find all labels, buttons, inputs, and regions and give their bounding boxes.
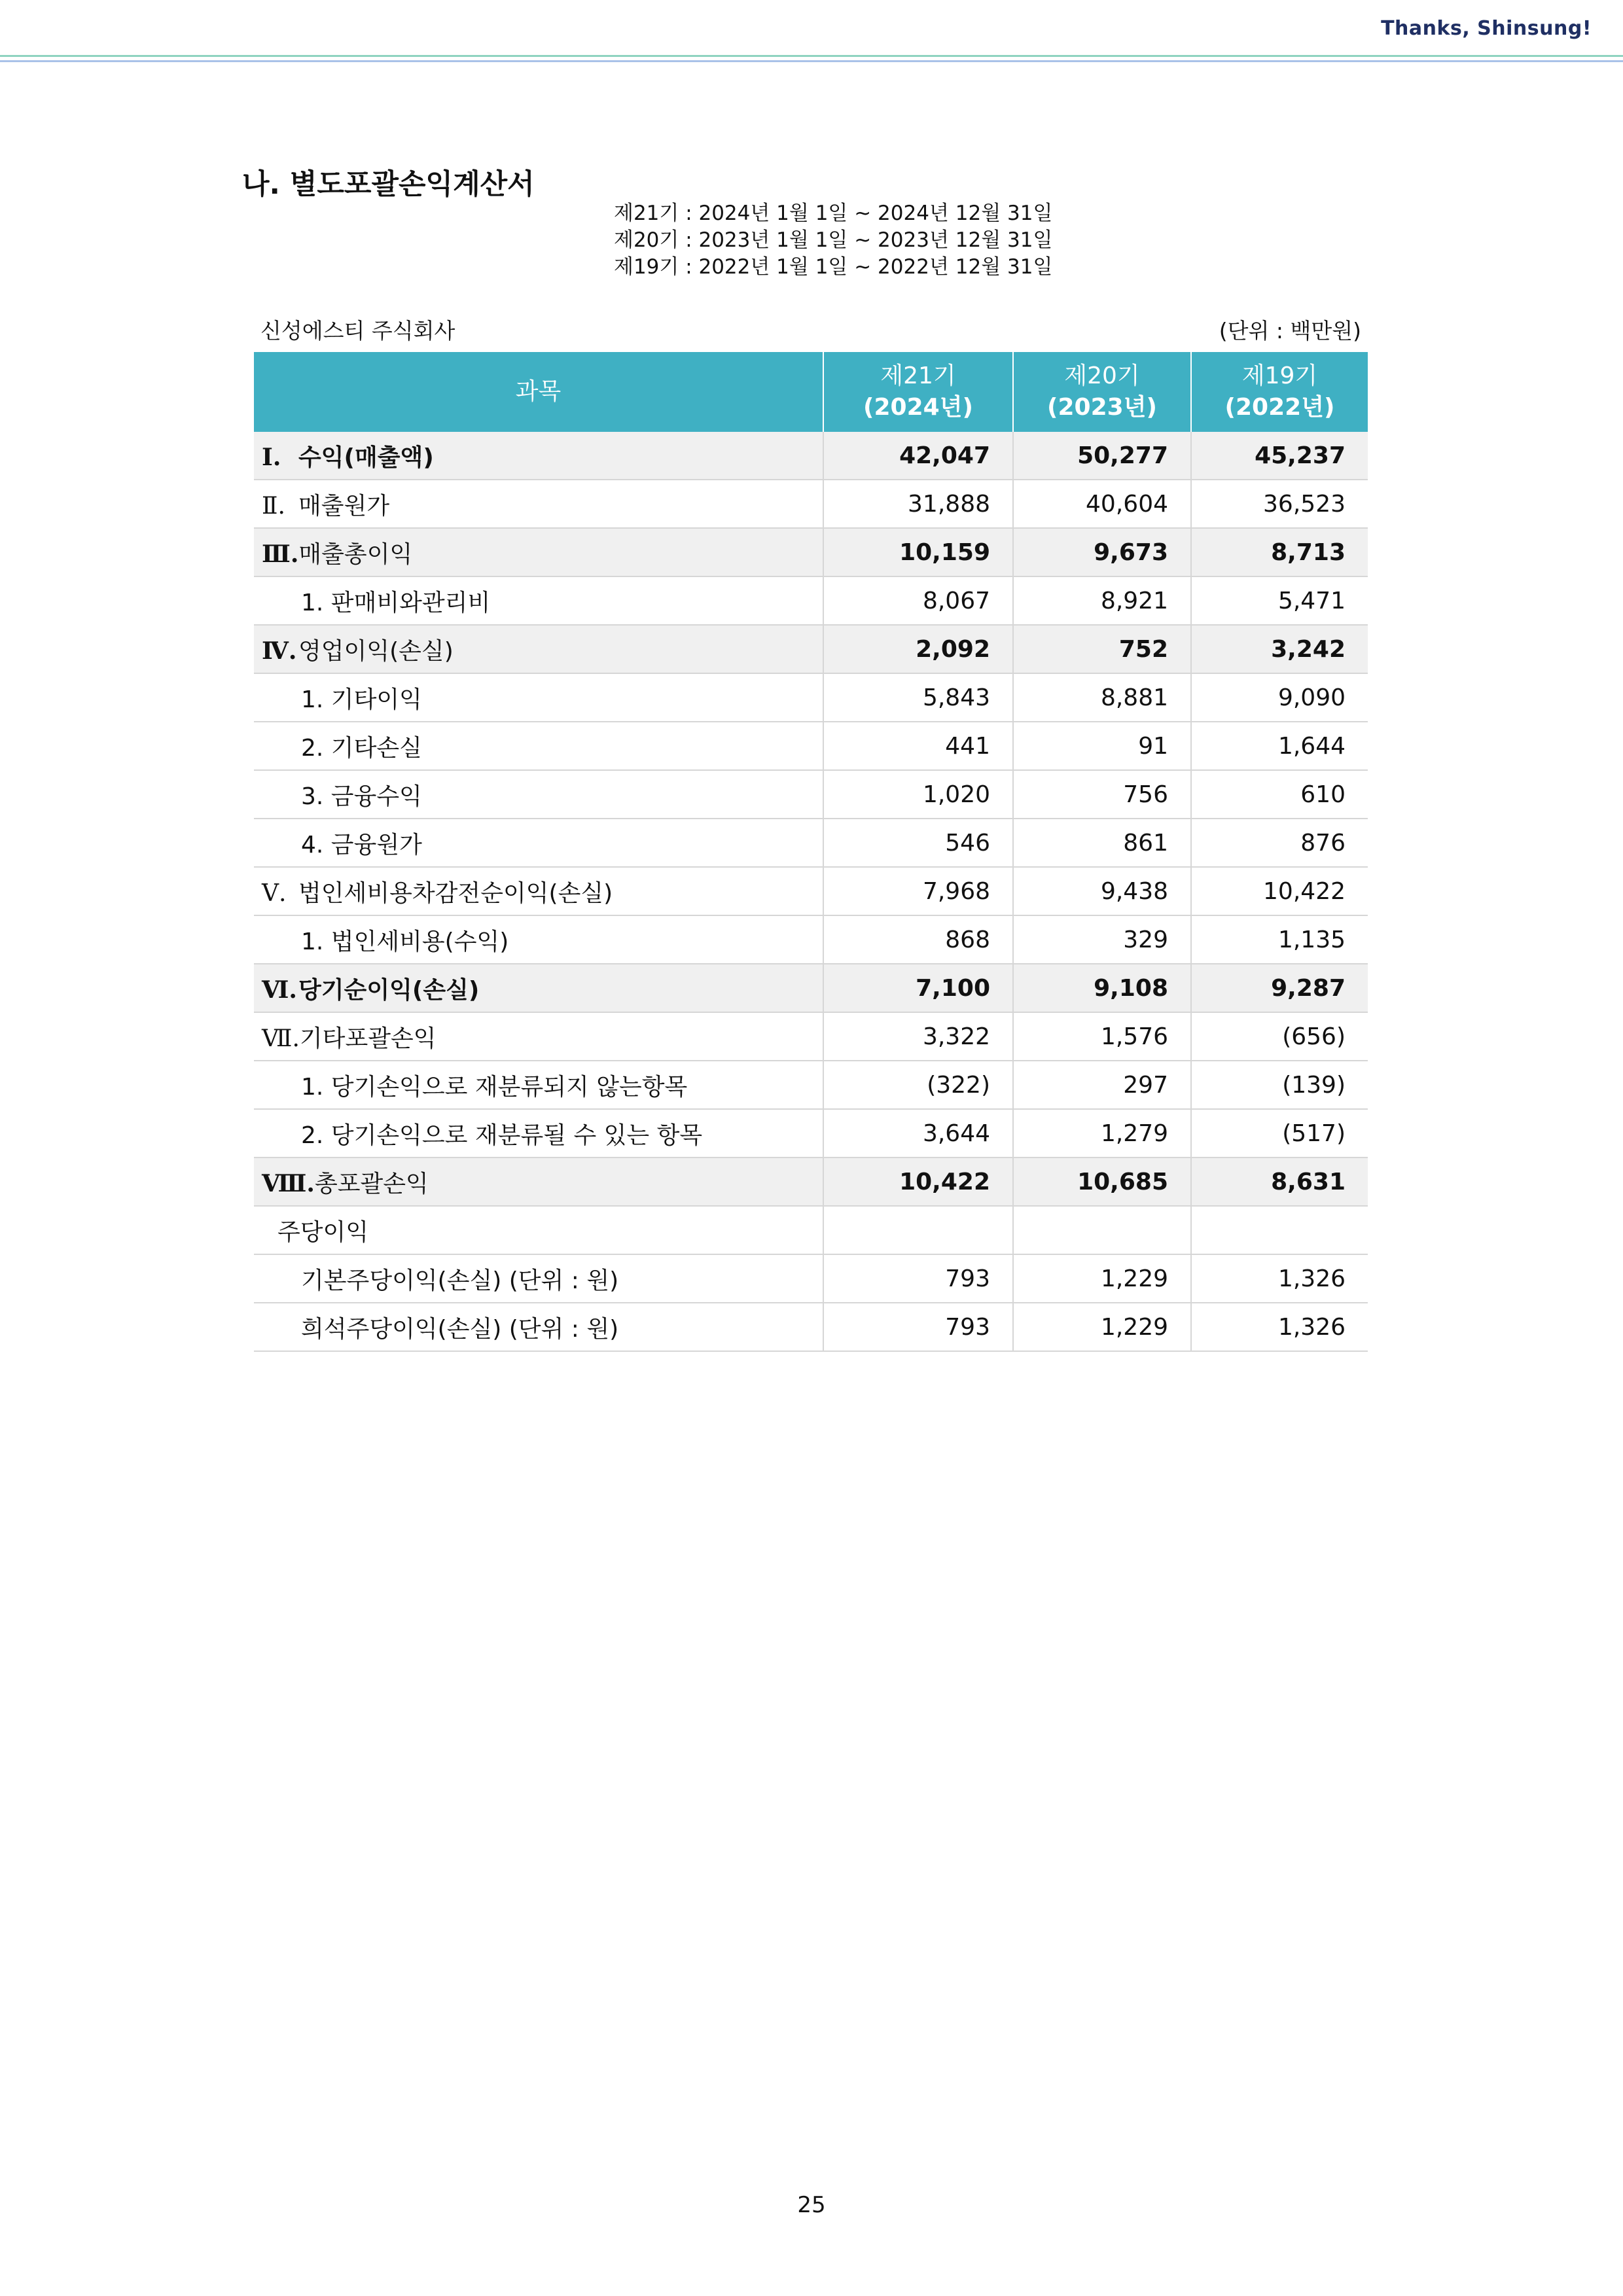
value-cell: 793	[823, 1254, 1013, 1303]
table-row	[254, 528, 1368, 576]
table-row	[254, 673, 1368, 722]
row-label: 1. 당기손익으로 재분류되지 않는항목	[254, 1061, 823, 1109]
row-label: Ⅵ.당기순이익(손실)	[254, 964, 823, 1012]
value-cell: 1,326	[1191, 1303, 1368, 1351]
row-label: 희석주당이익(손실) (단위 : 원)	[254, 1303, 823, 1351]
value-cell	[1013, 1206, 1191, 1254]
table-row	[254, 1254, 1368, 1303]
value-cell: 10,422	[823, 1157, 1013, 1206]
row-label: 4. 금융원가	[254, 819, 823, 867]
value-cell: 5,471	[1191, 576, 1368, 625]
value-cell: 50,277	[1013, 432, 1191, 480]
row-label: 2. 당기손익으로 재분류될 수 있는 항목	[254, 1109, 823, 1157]
value-cell: (517)	[1191, 1109, 1368, 1157]
value-cell: (656)	[1191, 1012, 1368, 1061]
row-label: Ⅶ.기타포괄손익	[254, 1012, 823, 1061]
row-label: Ⅷ.총포괄손익	[254, 1157, 823, 1206]
value-cell: (139)	[1191, 1061, 1368, 1109]
period-line: 제20기 : 2023년 1월 1일 ~ 2023년 12월 31일	[614, 228, 1053, 252]
value-cell	[1191, 1206, 1368, 1254]
row-label: Ⅲ.매출총이익	[254, 528, 823, 576]
value-cell: 1,229	[1013, 1303, 1191, 1351]
table-row	[254, 1061, 1368, 1109]
value-cell: 1,576	[1013, 1012, 1191, 1061]
header-rule-blue	[0, 60, 1623, 62]
unit-note: (단위 : 백만원)	[1219, 318, 1361, 344]
value-cell: 8,921	[1013, 576, 1191, 625]
row-label: Ⅰ. 수익(매출액)	[254, 432, 823, 480]
table-row	[254, 722, 1368, 770]
value-cell: 5,843	[823, 673, 1013, 722]
header-period-19: 제19기 (2022년)	[1191, 352, 1368, 432]
value-cell: 329	[1013, 915, 1191, 964]
value-cell: 9,673	[1013, 528, 1191, 576]
table-row	[254, 1012, 1368, 1061]
value-cell: 2,092	[823, 625, 1013, 673]
value-cell: 7,100	[823, 964, 1013, 1012]
value-cell: 31,888	[823, 480, 1013, 528]
value-cell: 42,047	[823, 432, 1013, 480]
value-cell: 36,523	[1191, 480, 1368, 528]
row-label: 1. 판매비와관리비	[254, 576, 823, 625]
value-cell: 40,604	[1013, 480, 1191, 528]
table-row	[254, 1206, 1368, 1254]
income-statement-table	[254, 352, 1368, 1352]
table-row	[254, 480, 1368, 528]
brand-slogan: Thanks, Shinsung!	[1381, 17, 1592, 40]
table-row	[254, 964, 1368, 1012]
value-cell: 1,135	[1191, 915, 1368, 964]
value-cell: 9,438	[1013, 867, 1191, 915]
value-cell: 9,287	[1191, 964, 1368, 1012]
value-cell	[823, 1206, 1013, 1254]
value-cell: 3,322	[823, 1012, 1013, 1061]
value-cell: 1,644	[1191, 722, 1368, 770]
page-number: 25	[797, 2192, 826, 2218]
value-cell: 10,159	[823, 528, 1013, 576]
table-header-row	[254, 352, 1368, 432]
company-name: 신성에스티 주식회사	[260, 318, 455, 344]
statement-title: 나. 별도포괄손익계산서	[242, 168, 535, 201]
table-row	[254, 432, 1368, 480]
value-cell: 297	[1013, 1061, 1191, 1109]
table-row	[254, 576, 1368, 625]
table-row	[254, 770, 1368, 819]
table-row	[254, 1157, 1368, 1206]
value-cell: 793	[823, 1303, 1013, 1351]
value-cell: 1,279	[1013, 1109, 1191, 1157]
header-item: 과목	[254, 352, 823, 432]
table-row	[254, 867, 1368, 915]
header-period-21: 제21기 (2024년)	[823, 352, 1013, 432]
value-cell: 9,108	[1013, 964, 1191, 1012]
value-cell: 8,881	[1013, 673, 1191, 722]
value-cell: (322)	[823, 1061, 1013, 1109]
period-line: 제21기 : 2024년 1월 1일 ~ 2024년 12월 31일	[614, 202, 1053, 225]
row-label: Ⅳ.영업이익(손실)	[254, 625, 823, 673]
row-label: Ⅴ. 법인세비용차감전순이익(손실)	[254, 867, 823, 915]
table-row	[254, 819, 1368, 867]
value-cell: 1,229	[1013, 1254, 1191, 1303]
value-cell: 546	[823, 819, 1013, 867]
value-cell: 8,713	[1191, 528, 1368, 576]
value-cell: 8,631	[1191, 1157, 1368, 1206]
value-cell: 7,968	[823, 867, 1013, 915]
value-cell: 91	[1013, 722, 1191, 770]
table-row	[254, 915, 1368, 964]
header-rule-green	[0, 55, 1623, 57]
row-label: 1. 기타이익	[254, 673, 823, 722]
value-cell: 3,644	[823, 1109, 1013, 1157]
value-cell: 9,090	[1191, 673, 1368, 722]
value-cell: 45,237	[1191, 432, 1368, 480]
header-period-20: 제20기 (2023년)	[1013, 352, 1191, 432]
value-cell: 868	[823, 915, 1013, 964]
table-row	[254, 1109, 1368, 1157]
value-cell: 1,326	[1191, 1254, 1368, 1303]
row-label: 3. 금융수익	[254, 770, 823, 819]
period-line: 제19기 : 2022년 1월 1일 ~ 2022년 12월 31일	[614, 255, 1053, 279]
table-row	[254, 1303, 1368, 1351]
value-cell: 8,067	[823, 576, 1013, 625]
row-label: 기본주당이익(손실) (단위 : 원)	[254, 1254, 823, 1303]
value-cell: 3,242	[1191, 625, 1368, 673]
value-cell: 861	[1013, 819, 1191, 867]
row-label: 2. 기타손실	[254, 722, 823, 770]
period-list	[614, 200, 1052, 281]
table-row	[254, 625, 1368, 673]
value-cell: 1,020	[823, 770, 1013, 819]
value-cell: 10,685	[1013, 1157, 1191, 1206]
value-cell: 756	[1013, 770, 1191, 819]
row-label: 주당이익	[254, 1206, 823, 1254]
row-label: 1. 법인세비용(수익)	[254, 915, 823, 964]
value-cell: 752	[1013, 625, 1191, 673]
value-cell: 10,422	[1191, 867, 1368, 915]
value-cell: 610	[1191, 770, 1368, 819]
row-label: Ⅱ. 매출원가	[254, 480, 823, 528]
value-cell: 441	[823, 722, 1013, 770]
value-cell: 876	[1191, 819, 1368, 867]
